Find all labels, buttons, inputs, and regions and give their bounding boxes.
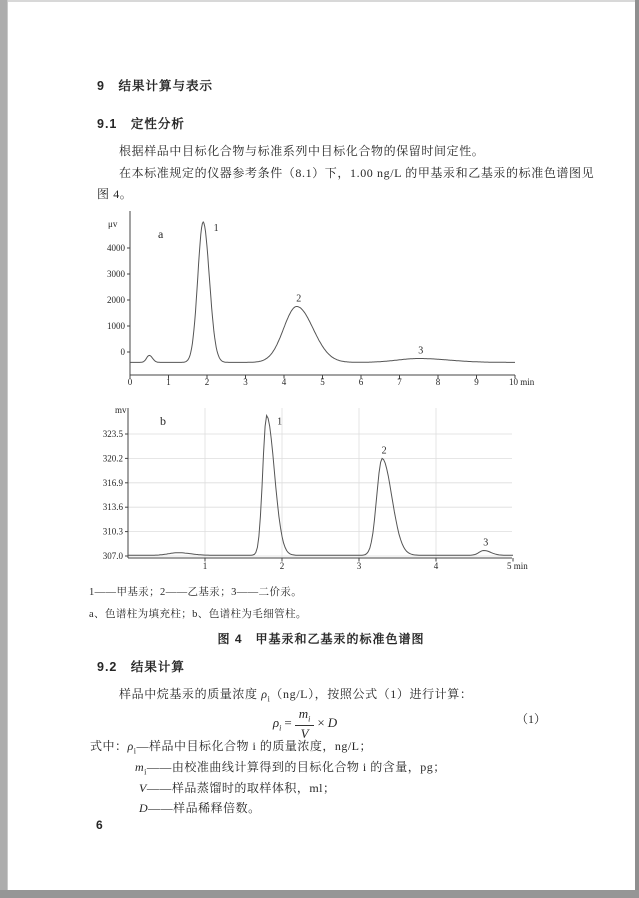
equation-1-expression: [95, 707, 515, 741]
eq-m-symbol: m: [298, 706, 309, 721]
definition-rho: [90, 737, 372, 755]
y-tick-label: 307.0: [102, 551, 123, 561]
fraction: [295, 707, 315, 741]
eq-lhs-sub: i: [279, 723, 282, 733]
section-9-heading: 9 结果计算与表示: [97, 79, 213, 93]
eq-d-symbol: D: [327, 714, 338, 730]
y-tick-label: 316.9: [102, 477, 123, 488]
figure-4-caption: 图 4 甲基汞和乙基汞的标准色谱图: [217, 632, 425, 646]
y-tick-label: 310.3: [102, 526, 123, 537]
y-tick-label: 1000: [107, 321, 125, 331]
chromatogram-b-capillary-column: [95, 400, 555, 578]
def-m-text: 由校准曲线计算得到的目标化合物 i 的含量，pg；: [171, 760, 446, 774]
def-d-text: 样品稀释倍数。: [173, 801, 261, 815]
definition-m: [135, 758, 446, 776]
figure-note-peaks: 1——甲基汞；2——乙基汞；3——二价汞。: [89, 587, 303, 598]
x-tick-label: 4: [433, 561, 439, 571]
y-tick-label: 0: [120, 347, 125, 357]
def-v-symbol: V: [139, 781, 147, 795]
y-tick-label: 3000: [107, 269, 125, 279]
formula-intro-pre: 样品中烷基汞的质量浓度: [119, 687, 262, 701]
y-tick-label: 313.6: [102, 502, 123, 513]
def-rho-text: 样品中目标化合物 i 的质量浓度，ng/L；: [149, 739, 373, 753]
y-axis-unit-label: μv: [108, 219, 118, 229]
paragraph-retention-time: 根据样品中目标化合物与标准系列中目标化合物的保留时间定性。: [119, 144, 485, 158]
where-label: 式中：: [90, 739, 128, 753]
formula-intro-post: （ng/L），按照公式（1）进行计算：: [270, 687, 473, 701]
x-tick-label: 9: [474, 377, 479, 387]
def-m-symbol: m: [135, 760, 145, 774]
chromatogram-trace: [128, 416, 513, 556]
scan-edge-right: [635, 0, 639, 898]
peak-label-2: 2: [381, 445, 387, 457]
fraction-numerator: [295, 707, 315, 726]
paragraph-conditions-line1: 在本标准规定的仪器参考条件（8.1）下，1.00 ng/L 的甲基汞和乙基汞的标准色谱图见: [119, 166, 595, 180]
page-content: [89, 0, 595, 890]
chromatogram-trace: [130, 222, 515, 362]
def-v-text: 样品蒸馏时的取样体积，ml；: [171, 781, 336, 795]
y-tick-label: 4000: [107, 243, 125, 253]
def-dash: ——: [146, 760, 172, 774]
x-tick-label: 1: [202, 561, 208, 571]
section-9-1-heading: 9.1 定性分析: [97, 117, 185, 131]
chromatogram-a-packed-column: [95, 204, 555, 394]
x-tick-label: 5: [320, 377, 325, 387]
x-tick-label: 2: [204, 377, 210, 387]
x-tick-label: 4: [281, 377, 287, 387]
peak-label-1: 1: [277, 416, 283, 428]
section-9-2-heading: 9.2 结果计算: [97, 660, 185, 674]
y-tick-label: 2000: [107, 295, 125, 305]
x-tick-label: 3: [356, 561, 362, 571]
peak-label-1: 1: [213, 223, 219, 234]
paragraph-conditions-line2: 图 4。: [97, 187, 133, 201]
equation-number: （1）: [516, 712, 547, 726]
x-tick-label: 6: [358, 377, 364, 387]
definition-v: [139, 779, 336, 797]
multiply-sign: ×: [317, 714, 325, 730]
peak-label-2: 2: [296, 293, 302, 305]
equals-sign: =: [284, 714, 292, 730]
def-rho-symbol: ρ: [127, 739, 134, 753]
x-tick-label: 7: [397, 377, 402, 387]
rho-symbol: ρ: [261, 687, 268, 701]
equation-1: [95, 701, 547, 741]
eq-lhs-rho: ρ: [272, 714, 280, 730]
x-axis-end-label: 10 min: [509, 377, 535, 387]
def-m-sub: i: [144, 767, 147, 777]
eq-v-symbol: V: [300, 725, 309, 741]
x-tick-label: 2: [279, 561, 285, 571]
def-dash: ——: [148, 801, 174, 815]
peak-label-3: 3: [483, 537, 489, 549]
panel-label: a: [158, 227, 164, 241]
x-tick-label: 1: [166, 377, 171, 387]
x-axis-end-label: 5 min: [507, 561, 528, 571]
figure-note-columns: a、色谱柱为填充柱；b、色谱柱为毛细管柱。: [89, 609, 307, 620]
def-dash: —: [136, 739, 150, 753]
peak-label-3: 3: [418, 345, 424, 357]
def-dash: ——: [146, 781, 172, 795]
eq-m-sub: i: [308, 714, 311, 724]
scan-edge-bottom: [0, 890, 639, 898]
y-tick-label: 323.5: [102, 428, 123, 439]
y-tick-label: 320.2: [102, 453, 123, 464]
definition-d: [139, 799, 261, 817]
y-axis-unit-label: mv: [115, 405, 127, 415]
scan-edge-left: [0, 0, 8, 898]
x-tick-label: 8: [435, 377, 441, 387]
def-d-symbol: D: [139, 801, 149, 815]
x-tick-label: 3: [243, 377, 248, 387]
page-number: 6: [96, 818, 103, 832]
x-tick-label: 0: [127, 377, 133, 387]
panel-label: b: [160, 414, 166, 428]
rho-subscript: i: [267, 694, 271, 704]
def-rho-sub: i: [133, 746, 137, 756]
